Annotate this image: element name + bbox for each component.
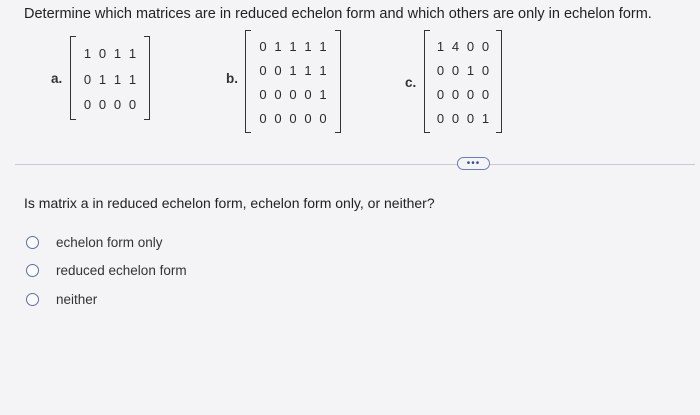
matrix-a-entry: 1 [113, 72, 122, 87]
matrix-c-entry: 0 [436, 111, 445, 126]
matrix-b-entry: 0 [319, 111, 327, 126]
matrix-a-row-3 [70, 97, 150, 112]
matrix-a-entry: 0 [83, 72, 92, 87]
question-prompt: Is matrix a in reduced echelon form, echelon form only, or neither? [24, 195, 435, 211]
more-options-button[interactable]: ••• [457, 157, 490, 170]
matrix-c-entry: 0 [436, 63, 445, 78]
radio-button[interactable] [26, 236, 39, 249]
matrix-b-entry: 0 [289, 87, 297, 102]
section-divider [15, 164, 695, 165]
matrix-c-entry: 0 [481, 63, 490, 78]
matrix-a-label: a. [51, 71, 63, 86]
matrix-a-entry: 1 [128, 46, 137, 61]
matrix-b-entry: 0 [274, 63, 282, 78]
matrix-c-entry: 0 [451, 111, 460, 126]
matrix-a-rows [70, 36, 150, 120]
matrix-c-row-1 [424, 39, 502, 54]
matrix-b-row-2 [245, 63, 341, 78]
matrix-c-row-4 [424, 111, 502, 126]
option-echelon-form-only[interactable] [26, 235, 163, 250]
matrix-c-label: c. [405, 75, 417, 90]
matrix-c-entry: 0 [481, 87, 490, 102]
matrix-b-entry: 1 [319, 39, 327, 54]
matrix-c-entry: 0 [466, 111, 475, 126]
question-title: Determine which matrices are in reduced echelon form and which others are only in echelon form. [24, 6, 652, 22]
matrix-a-row-2 [70, 72, 150, 87]
matrix-c-entry: 0 [451, 87, 460, 102]
matrix-c-entry: 1 [436, 39, 445, 54]
matrix-c-row-3 [424, 87, 502, 102]
matrix-b-entry: 1 [289, 39, 297, 54]
matrix-a-entry: 1 [128, 72, 137, 87]
matrix-a-entry: 1 [83, 46, 92, 61]
matrix-b-rows [245, 30, 341, 133]
matrix-a-entry: 1 [113, 46, 122, 61]
matrix-c-entry: 0 [466, 39, 475, 54]
matrix-b-entry: 0 [274, 87, 282, 102]
matrix-b-entry: 0 [304, 111, 312, 126]
matrix-c-rows [424, 30, 502, 133]
matrix-a-entry: 0 [98, 97, 107, 112]
matrix-c-entry: 0 [436, 87, 445, 102]
matrix-b-row-3 [245, 87, 341, 102]
matrix-c-row-2 [424, 63, 502, 78]
option-label: reduced echelon form [56, 263, 187, 278]
matrix-a-entry: 1 [98, 72, 107, 87]
matrix-b-entry: 1 [319, 63, 327, 78]
radio-button[interactable] [26, 264, 39, 277]
matrix-a [70, 36, 150, 120]
matrix-c-entry: 4 [451, 39, 460, 54]
matrix-c-entry: 1 [466, 63, 475, 78]
option-label: echelon form only [56, 235, 163, 250]
option-reduced-echelon-form[interactable] [26, 263, 187, 278]
matrix-b-entry: 1 [289, 63, 297, 78]
matrix-c-entry: 0 [481, 39, 490, 54]
matrix-b-entry: 1 [304, 63, 312, 78]
matrix-c-entry: 0 [451, 63, 460, 78]
matrix-b-entry: 0 [259, 63, 267, 78]
matrix-c-entry: 0 [466, 87, 475, 102]
matrix-b-entry: 0 [289, 111, 297, 126]
matrix-b-entry: 0 [259, 87, 267, 102]
matrix-a-entry: 0 [98, 46, 107, 61]
matrix-a-entry: 0 [83, 97, 92, 112]
radio-button[interactable] [26, 293, 39, 306]
matrix-b-entry: 1 [274, 39, 282, 54]
matrix-b [245, 30, 341, 133]
matrix-b-entry: 1 [304, 39, 312, 54]
matrix-b-entry: 0 [274, 111, 282, 126]
matrix-b-entry: 0 [259, 111, 267, 126]
matrix-c-entry: 1 [481, 111, 490, 126]
option-label: neither [56, 292, 98, 307]
matrix-a-entry: 0 [113, 97, 122, 112]
matrix-b-entry: 0 [259, 39, 267, 54]
matrix-a-entry: 0 [128, 97, 137, 112]
matrix-b-label: b. [226, 71, 238, 86]
option-neither[interactable] [26, 292, 97, 307]
matrix-c [424, 30, 502, 133]
matrix-b-entry: 1 [319, 87, 327, 102]
matrix-a-row-1 [70, 46, 150, 61]
matrix-b-row-4 [245, 111, 341, 126]
matrix-b-entry: 0 [304, 87, 312, 102]
matrix-b-row-1 [245, 39, 341, 54]
